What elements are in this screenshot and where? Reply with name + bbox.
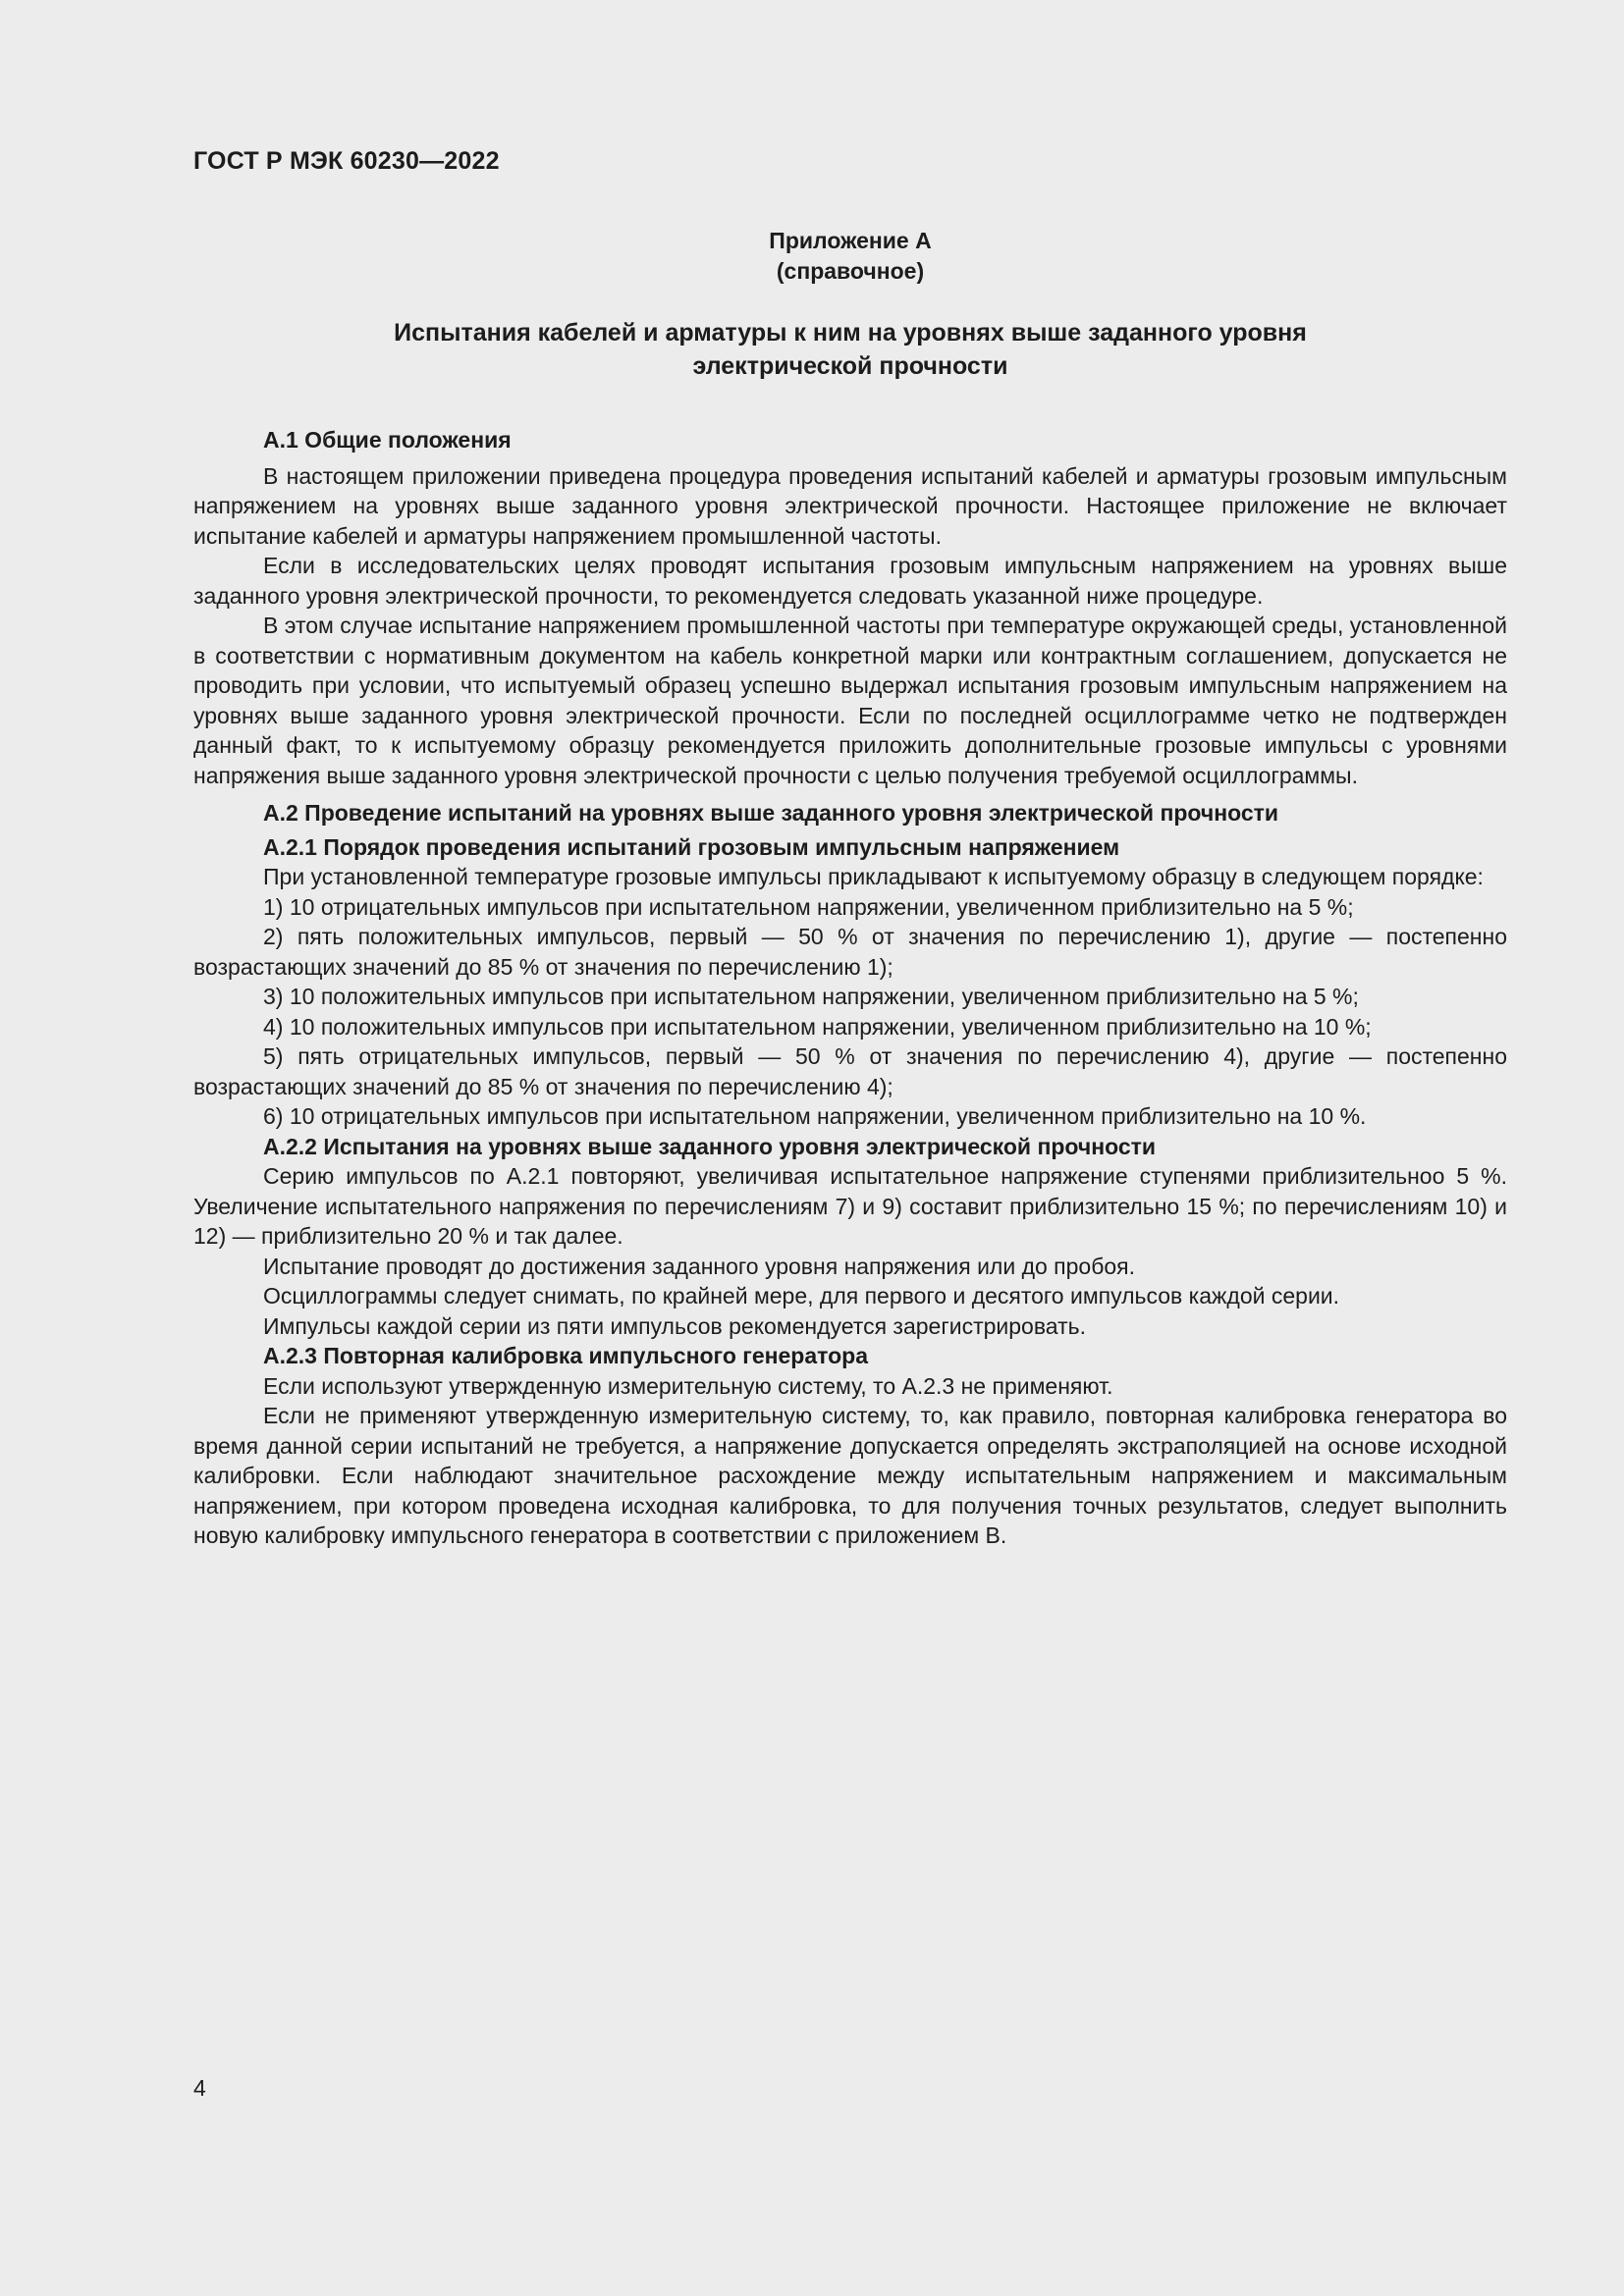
list-item: 6) 10 отрицательных импульсов при испытательном напряжении, увеличенном приблизительно на 10 %. bbox=[263, 1103, 1367, 1129]
annex-title-line-2: электрической прочности bbox=[692, 352, 1008, 380]
page-number: 4 bbox=[193, 2075, 206, 2101]
annex-label-block bbox=[193, 226, 1507, 287]
section-a22-heading: А.2.2 Испытания на уровнях выше заданного уровня электрической прочности bbox=[263, 1133, 1157, 1159]
list-item: 4) 10 положительных импульсов при испытательном напряжении, увеличенном приблизительно на 10 %; bbox=[263, 1013, 1372, 1040]
section-a1-paragraph: Если в исследовательских целях проводят испытания грозовым импульсным напряжением на уровнях выше заданного уровня электрической прочности, то рекомендуется следовать указанной ниже процедуре. bbox=[193, 553, 1507, 609]
annex-title bbox=[193, 316, 1507, 383]
section-a23-paragraph: Если используют утвержденную измерительную систему, то А.2.3 не применяют. bbox=[263, 1372, 1113, 1399]
section-a1-paragraph: В настоящем приложении приведена процедура проведения испытаний кабелей и арматуры грозовым импульсным напряжением на уровнях выше заданного уровня электрической прочности. Настоящее приложение не включает испытание кабелей и арматуры напряжением промышленной частоты. bbox=[193, 462, 1507, 549]
section-a21-heading: А.2.1 Порядок проведения испытаний грозовым импульсным напряжением bbox=[263, 833, 1120, 860]
section-a21-intro: При установленной температуре грозовые импульсы прикладывают к испытуемому образцу в следующем порядке: bbox=[263, 864, 1484, 889]
annex-status: (справочное) bbox=[776, 258, 925, 284]
document-id-header: ГОСТ Р МЭК 60230—2022 bbox=[193, 147, 500, 175]
list-item: 3) 10 положительных импульсов при испытательном напряжении, увеличенном приблизительно на 5 %; bbox=[263, 984, 1359, 1009]
section-a23-heading: А.2.3 Повторная калибровка импульсного генератора bbox=[263, 1343, 869, 1368]
section-a22-paragraph: Испытание проводят до достижения заданного уровня напряжения или до пробоя. bbox=[263, 1253, 1136, 1279]
section-a22-paragraph: Серию импульсов по А.2.1 повторяют, увеличивая испытательное напряжение ступенями приблизительноо 5 %. Увеличение испытательного напряжения по перечислениям 7) и 9) составит приблизительно 15 %; по перечислениям 10) и 12) — приблизительно 20 % и так далее. bbox=[193, 1163, 1507, 1249]
section-a1-paragraph: В этом случае испытание напряжением промышленной частоты при температуре окружающей среды, установленной в соответствии с нормативным документом на кабель конкретной марки или контрактным соглашением, допускается не проводить при условии, что испытуемый образец успешно выдержал испытания грозовым импульсным напряжением на уровнях выше заданного уровня электрической прочности. Если по последней осциллограмме четко не подтвержден данный факт, то к испытуемому образцу рекомендуется приложить дополнительные грозовые импульсы с уровнями напряжения выше заданного уровня электрической прочности с целью получения требуемой осциллограммы. bbox=[193, 613, 1507, 788]
list-item: 1) 10 отрицательных импульсов при испытательном напряжении, увеличенном приблизительно на 5 %; bbox=[263, 893, 1354, 920]
list-item: 5) пять отрицательных импульсов, первый — 50 % от значения по перечислению 4), другие — постепенно возрастающих значений до 85 % от значения по перечислению 4); bbox=[193, 1043, 1507, 1099]
document-body bbox=[193, 425, 1507, 1551]
list-item: 2) пять положительных импульсов, первый — 50 % от значения по перечислению 1), другие — постепенно возрастающих значений до 85 % от значения по перечислению 1); bbox=[193, 924, 1507, 980]
section-a1-heading: А.1 Общие положения bbox=[263, 427, 512, 453]
section-a22-paragraph: Осциллограммы следует снимать, по крайней мере, для первого и десятого импульсов каждой серии. bbox=[263, 1283, 1340, 1308]
section-a22-paragraph: Импульсы каждой серии из пяти импульсов рекомендуется зарегистрировать. bbox=[263, 1312, 1086, 1339]
annex-title-line-1: Испытания кабелей и арматуры к ним на уровнях выше заданного уровня bbox=[394, 319, 1307, 347]
section-a23-paragraph: Если не применяют утвержденную измерительную систему, то, как правило, повторная калибровка генератора во время данной серии испытаний не требуется, а напряжение допускается определять экстраполяцией на основе исходной калибровки. Если наблюдают значительное расхождение между испытательным напряжением и максимальным напряжением, при котором проведена исходная калибровка, то для получения точных результатов, следует выполнить новую калибровку импульсного генератора в соответствии с приложением В. bbox=[193, 1403, 1507, 1548]
annex-label: Приложение А bbox=[769, 228, 932, 253]
section-a2-heading: А.2 Проведение испытаний на уровнях выше заданного уровня электрической прочности bbox=[263, 800, 1279, 826]
